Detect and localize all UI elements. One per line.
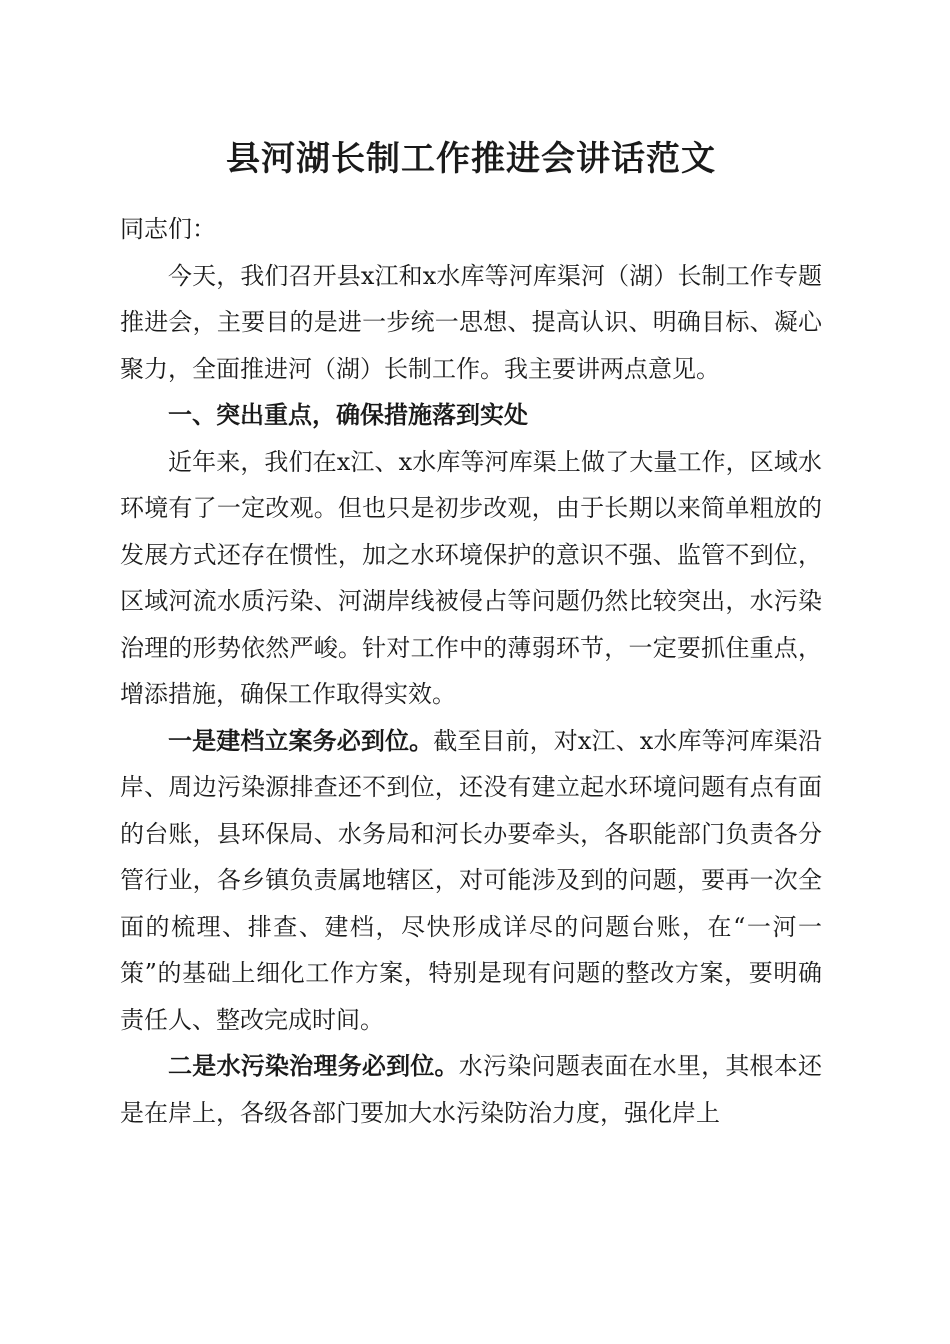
intro-paragraph: 今天，我们召开县x江和x水库等河库渠河（湖）长制工作专题推进会，主要目的是进一步统一思想、提高认识、明确目标、凝心聚力，全面推进河（湖）长制工作。我主要讲两点意见。 <box>120 261 822 383</box>
point-1-lead: 一是建档立案务必到位。 <box>168 725 434 755</box>
point-2-lead: 二是水污染治理务必到位。 <box>168 1051 459 1080</box>
point-2-paragraph <box>120 1043 822 1136</box>
section-heading-1: 一、突出重点，确保措施落到实处 <box>168 401 528 429</box>
document-title: 县河湖长制工作推进会讲话范文 <box>226 139 716 179</box>
salutation: 同志们： <box>120 215 216 243</box>
point-1-paragraph <box>120 718 822 1044</box>
section-1-paragraph: 近年来，我们在x江、x水库等河库渠上做了大量工作，区域水环境有了一定改观。但也只是初步改观，由于长期以来简单粗放的发展方式还存在惯性，加之水环境保护的意识不强、监管不到位，区域河流水质污染、河湖岸线被侵占等问题仍然比较突出，水污染治理的形势依然严峻。针对工作中的薄弱环节，一定要抓住重点，增添措施，确保工作取得实效。 <box>120 447 822 708</box>
point-1-text: 截至目前，对x江、x水库等河库渠沿岸、周边污染源排查还不到位，还没有建立起水环境问题有点有面的台账，县环保局、水务局和河长办要牵头，各职能部门负责各分管行业，各乡镇负责属地辖区，对可能涉及到的问题，要再一次全面的梳理、排查、建档，尽快形成详尽的问题台账，在“一河一策”的基础上细化工作方案，特别是现有问题的整改方案，要明确责任人、整改完成时间。 <box>120 726 823 1034</box>
point-2-text: 水污染问题表面在水里，其根本还是在岸上，各级各部门要加大水污染防治力度，强化岸上 <box>120 1052 823 1127</box>
document-body <box>120 206 822 1136</box>
